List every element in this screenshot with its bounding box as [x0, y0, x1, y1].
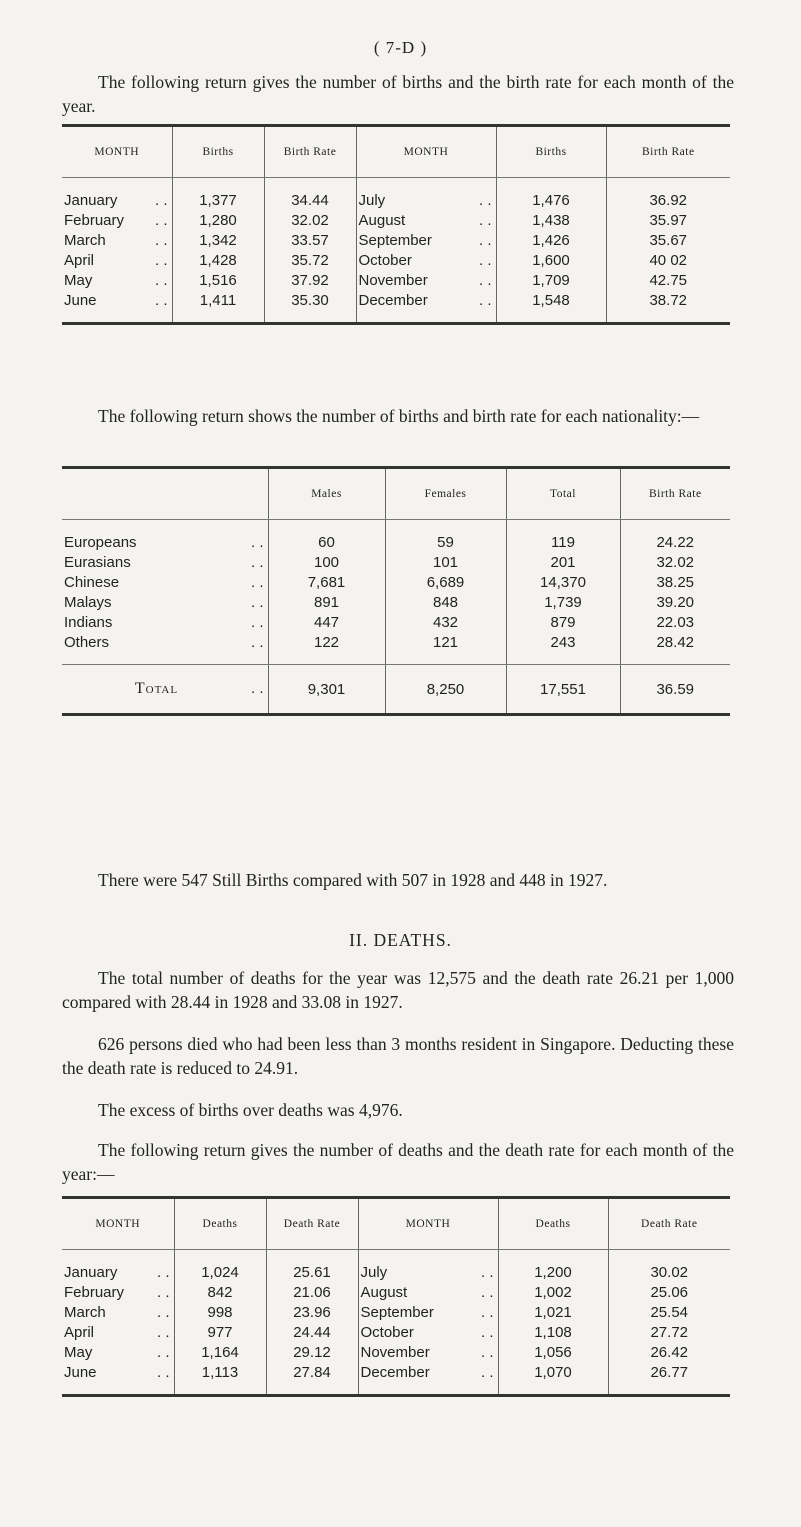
death-rate-cell: 25.54 — [608, 1302, 730, 1322]
deaths-cell: 1,200 — [498, 1250, 608, 1283]
month-cell: June . . — [62, 1362, 174, 1396]
header-birth-rate: Birth Rate — [264, 126, 356, 178]
month-cell: October . . — [356, 250, 496, 270]
table-row — [62, 632, 730, 665]
births-by-month-table — [62, 124, 730, 325]
header-nationality — [62, 468, 268, 520]
month-cell: January . . — [62, 1250, 174, 1283]
birth-rate-cell: 35.97 — [606, 210, 730, 230]
table-row — [62, 1342, 730, 1362]
month-cell: April . . — [62, 1322, 174, 1342]
header-deaths: Deaths — [498, 1198, 608, 1250]
births-cell: 1,438 — [496, 210, 606, 230]
month-cell: August . . — [356, 210, 496, 230]
table-row — [62, 572, 730, 592]
deaths-cell: 1,113 — [174, 1362, 266, 1396]
total-row — [62, 665, 730, 715]
month-cell: September . . — [358, 1302, 498, 1322]
nationality-cell: Malays . . — [62, 592, 268, 612]
header-birth-rate: Birth Rate — [606, 126, 730, 178]
table-row — [62, 270, 730, 290]
nationality-cell: Chinese . . — [62, 572, 268, 592]
header-month: MONTH — [62, 1198, 174, 1250]
header-females: Females — [385, 468, 506, 520]
males-cell: 122 — [268, 632, 385, 665]
birth-rate-cell: 35.72 — [264, 250, 356, 270]
birth-rate-cell: 33.57 — [264, 230, 356, 250]
death-rate-cell: 26.77 — [608, 1362, 730, 1396]
table-row — [62, 178, 730, 211]
header-births: Births — [172, 126, 264, 178]
birth-rate-cell: 22.03 — [620, 612, 730, 632]
deaths-cell: 1,164 — [174, 1342, 266, 1362]
table-row — [62, 612, 730, 632]
births-cell: 1,516 — [172, 270, 264, 290]
females-cell: 121 — [385, 632, 506, 665]
header-month: MONTH — [62, 126, 172, 178]
deaths-total-paragraph: The total number of deaths for the year was 12,575 and the death rate 26.21 per 1,000 compared with 28.44 in 1928 and 33.08 in 1927. — [62, 968, 734, 1012]
month-cell: March . . — [62, 230, 172, 250]
total-cell: 1,739 — [506, 592, 620, 612]
females-cell: 101 — [385, 552, 506, 572]
birth-rate-cell: 28.42 — [620, 632, 730, 665]
death-rate-cell: 29.12 — [266, 1342, 358, 1362]
males-cell: 100 — [268, 552, 385, 572]
nationality-cell: Europeans . . — [62, 520, 268, 553]
month-cell: May . . — [62, 1342, 174, 1362]
table-row — [62, 1362, 730, 1396]
birth-rate-cell: 24.22 — [620, 520, 730, 553]
death-rate-cell: 23.96 — [266, 1302, 358, 1322]
header-births: Births — [496, 126, 606, 178]
table-row — [62, 290, 730, 324]
month-cell: November . . — [358, 1342, 498, 1362]
deaths-cell: 1,021 — [498, 1302, 608, 1322]
total-total-cell: 17,551 — [506, 665, 620, 715]
month-cell: September . . — [356, 230, 496, 250]
deaths-cell: 1,108 — [498, 1322, 608, 1342]
death-rate-cell: 21.06 — [266, 1282, 358, 1302]
intro-deaths-paragraph: The following return gives the number of deaths and the death rate for each month of the year:— — [62, 1140, 734, 1184]
males-cell: 60 — [268, 520, 385, 553]
birth-rate-cell: 40 02 — [606, 250, 730, 270]
births-cell: 1,548 — [496, 290, 606, 324]
birth-rate-cell: 35.67 — [606, 230, 730, 250]
births-cell: 1,476 — [496, 178, 606, 211]
deaths-cell: 1,024 — [174, 1250, 266, 1283]
females-cell: 848 — [385, 592, 506, 612]
header-males: Males — [268, 468, 385, 520]
excess-births-paragraph: The excess of births over deaths was 4,976. — [98, 1100, 403, 1120]
month-cell: January . . — [62, 178, 172, 211]
month-cell: February . . — [62, 1282, 174, 1302]
month-cell: August . . — [358, 1282, 498, 1302]
total-males-cell: 9,301 — [268, 665, 385, 715]
death-rate-cell: 25.61 — [266, 1250, 358, 1283]
header-death-rate: Death Rate — [266, 1198, 358, 1250]
births-cell: 1,280 — [172, 210, 264, 230]
birth-rate-cell: 32.02 — [620, 552, 730, 572]
death-rate-cell: 30.02 — [608, 1250, 730, 1283]
total-birth-rate-cell: 36.59 — [620, 665, 730, 715]
total-cell: 243 — [506, 632, 620, 665]
death-rate-cell: 27.84 — [266, 1362, 358, 1396]
births-by-nationality-table — [62, 466, 730, 716]
birth-rate-cell: 37.92 — [264, 270, 356, 290]
deaths-cell: 1,070 — [498, 1362, 608, 1396]
header-deaths: Deaths — [174, 1198, 266, 1250]
intro-nationality-paragraph: The following return shows the number of births and birth rate for each nationality:— — [98, 406, 700, 426]
table-row — [62, 520, 730, 553]
month-cell: December . . — [356, 290, 496, 324]
month-cell: March . . — [62, 1302, 174, 1322]
month-cell: July . . — [356, 178, 496, 211]
total-cell: 879 — [506, 612, 620, 632]
total-females-cell: 8,250 — [385, 665, 506, 715]
deaths-cell: 842 — [174, 1282, 266, 1302]
month-cell: July . . — [358, 1250, 498, 1283]
birth-rate-cell: 36.92 — [606, 178, 730, 211]
table-row — [62, 1302, 730, 1322]
birth-rate-cell: 42.75 — [606, 270, 730, 290]
nationality-cell: Indians . . — [62, 612, 268, 632]
table-row — [62, 1282, 730, 1302]
table-row — [62, 1250, 730, 1283]
deaths-cell: 1,056 — [498, 1342, 608, 1362]
total-label: Total — [134, 680, 179, 697]
total-cell: 201 — [506, 552, 620, 572]
deaths-cell: 1,002 — [498, 1282, 608, 1302]
total-cell: 119 — [506, 520, 620, 553]
deaths-resident-paragraph: 626 persons died who had been less than 3 months resident in Singapore. Deducting these the death rate is reduced to 24.91. — [62, 1034, 734, 1078]
deaths-cell: 998 — [174, 1302, 266, 1322]
header-month: MONTH — [356, 126, 496, 178]
birth-rate-cell: 32.02 — [264, 210, 356, 230]
month-cell: June . . — [62, 290, 172, 324]
deaths-by-month-table — [62, 1196, 730, 1397]
death-rate-cell: 24.44 — [266, 1322, 358, 1342]
birth-rate-cell: 38.25 — [620, 572, 730, 592]
males-cell: 891 — [268, 592, 385, 612]
header-birth-rate: Birth Rate — [620, 468, 730, 520]
still-births-paragraph: There were 547 Still Births compared with 507 in 1928 and 448 in 1927. — [98, 870, 608, 890]
month-cell: February . . — [62, 210, 172, 230]
nationality-cell: Eurasians . . — [62, 552, 268, 572]
births-cell: 1,377 — [172, 178, 264, 211]
table-row — [62, 552, 730, 572]
month-cell: April . . — [62, 250, 172, 270]
header-month: MONTH — [358, 1198, 498, 1250]
table-row — [62, 250, 730, 270]
death-rate-cell: 27.72 — [608, 1322, 730, 1342]
header-death-rate: Death Rate — [608, 1198, 730, 1250]
births-cell: 1,428 — [172, 250, 264, 270]
deaths-heading: II. DEATHS. — [349, 930, 452, 950]
table-row — [62, 1322, 730, 1342]
females-cell: 6,689 — [385, 572, 506, 592]
total-cell: 14,370 — [506, 572, 620, 592]
month-cell: December . . — [358, 1362, 498, 1396]
births-cell: 1,600 — [496, 250, 606, 270]
month-cell: May . . — [62, 270, 172, 290]
death-rate-cell: 25.06 — [608, 1282, 730, 1302]
intro-births-paragraph: The following return gives the number of births and the birth rate for each month of the year. — [62, 72, 734, 116]
birth-rate-cell: 38.72 — [606, 290, 730, 324]
males-cell: 447 — [268, 612, 385, 632]
deaths-cell: 977 — [174, 1322, 266, 1342]
table-row — [62, 210, 730, 230]
nationality-cell: Others . . — [62, 632, 268, 665]
death-rate-cell: 26.42 — [608, 1342, 730, 1362]
birth-rate-cell: 34.44 — [264, 178, 356, 211]
birth-rate-cell: 39.20 — [620, 592, 730, 612]
births-cell: 1,342 — [172, 230, 264, 250]
births-cell: 1,709 — [496, 270, 606, 290]
month-cell: November . . — [356, 270, 496, 290]
births-cell: 1,411 — [172, 290, 264, 324]
month-cell: October . . — [358, 1322, 498, 1342]
males-cell: 7,681 — [268, 572, 385, 592]
birth-rate-cell: 35.30 — [264, 290, 356, 324]
header-total: Total — [506, 468, 620, 520]
births-cell: 1,426 — [496, 230, 606, 250]
table-row — [62, 230, 730, 250]
females-cell: 432 — [385, 612, 506, 632]
females-cell: 59 — [385, 520, 506, 553]
page-number: ( 7-D ) — [373, 38, 428, 57]
table-row — [62, 592, 730, 612]
